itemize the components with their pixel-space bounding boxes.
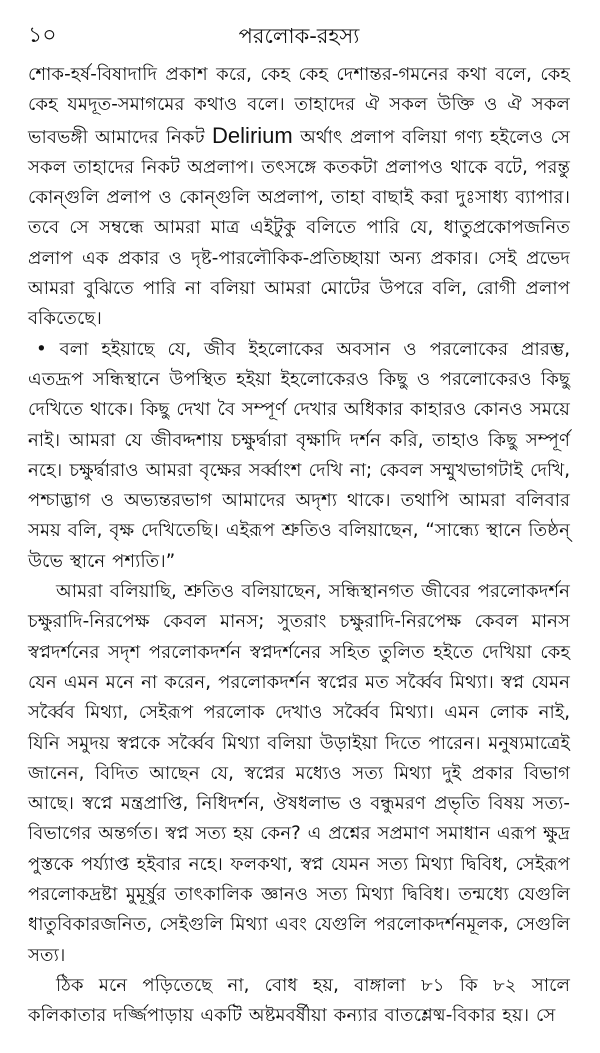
latin-term: Delirium [212, 122, 293, 148]
paragraph-text: শোক-হর্ষ-বিষাদাদি প্রকাশ করে, কেহ কেহ দেশান্তর-গমনের কথা বলে, কেহ কেহ যমদূত-সমাগমের কথাও বলে। তাহাদের ঐ সকল উক্তি ও ঐ সকল ভাবভঙ্গী আমাদের নিকট [28, 64, 570, 148]
page-number: ১০ [28, 23, 57, 48]
body-text [28, 60, 570, 1032]
running-title: পরলোক-রহস্য [238, 24, 360, 48]
running-head [28, 12, 570, 56]
paragraph: ঠিক মনে পড়িতেছে না, বোধ হয়, বাঙ্গালা ৮১ কি ৮২ সালে কলিকাতার দর্জ্জিপাড়ায় একটি অষ্টমবর্ষীয়া কন্যার বাতশ্লেষ্ম-বিকার হয়। সে [28, 974, 570, 1027]
paragraph-text: অর্থাৎ প্রলাপ বলিয়া গণ্য হইলেও সে সকল তাহাদের নিকট অপ্রলাপ। তৎসঙ্গে কতকটা প্রলাপও থাকে বটে, পরন্তু কোন্‌গুলি প্রলাপ ও কোন্‌গুলি অপ্রলাপ, তাহা বাছাই করা দুঃসাধ্য ব্যাপার। তবে সে সম্বন্ধে আমরা মাত্র এইটুকু বলিতে পারি যে, ধাতুপ্রকোপজনিত প্রলাপ এক প্রকার ও দৃষ্ট-পারলৌকিক-প্রতিচ্ছায়া অন্য প্রকার। সেই প্রভেদ আমরা বুঝিতে পারি না বলিয়া আমরা মোটের উপরে বলি, রোগী প্রলাপ বকিতেছে। [28, 126, 570, 330]
paragraph [28, 60, 570, 335]
paragraph: আমরা বলিয়াছি, শ্রুতিও বলিয়াছেন, সন্ধিস্থানগত জীবের পরলোকদর্শন চক্ষুরাদি-নিরপেক্ষ কেবল মানস; সুতরাং চক্ষুরাদি-নিরপেক্ষ কেবল মানস স্বপ্নদর্শনের সদৃশ পরলোকদর্শন স্বপ্নদর্শনের সহিত তুলিত হইতে দেখিয়া কেহ যেন এমন মনে না করেন, পরলোকদর্শন স্বপ্নের মত সর্ব্বৈব মিথ্যা। স্বপ্ন যেমন সর্ব্বৈব মিথ্যা, সেইরূপ পরলোক দেখাও সর্ব্বৈব মিথ্যা। এমন লোক নাই, যিনি সমুদয় স্বপ্নকে সর্ব্বৈব মিথ্যা বলিয়া উড়াইয়া দিতে পারেন। মনুষ্যমাত্রেই জানেন, বিদিত আছেন যে, স্বপ্নের মধ্যেও সত্য মিথ্যা দুই প্রকার বিভাগ আছে। স্বপ্নে মন্ত্রপ্রাপ্তি, নিধিদর্শন, ঔষধলাভ ও বন্ধুমরণ প্রভৃতি বিষয় সত্য-বিভাগের অন্তর্গত। স্বপ্ন সত্য হয় কেন? এ প্রশ্নের সপ্রমাণ সমাধান এরূপ ক্ষুদ্র পুস্তকে পর্য্যাপ্ত হইবার নহে। ফলকথা, স্বপ্ন যেমন সত্য মিথ্যা দ্বিবিধ, সেইরূপ পরলোকদ্রষ্টা মুমূর্ষুর তাৎকালিক জ্ঞানও সত্য মিথ্যা দ্বিবিধ। তন্মধ্যে যেগুলি ধাতুবিকারজনিত, সেইগুলি মিথ্যা এবং যেগুলি পরলোকদর্শনমূলক, সেগুলি সত্য। [28, 581, 570, 966]
paragraph: • বলা হইয়াছে যে, জীব ইহলোকের অবসান ও পরলোকের প্রারম্ভ, এতদ্রূপ সন্ধিস্থানে উপস্থিত হইয়া ইহলোকেরও কিছু ও পরলোকেরও কিছু দেখিতে থাকে। কিছু দেখা বৈ সম্পূর্ণ দেখার অধিকার কাহারও কোনও সময়ে নাই। আমরা যে জীবদ্দশায় চক্ষুর্দ্বারা বৃক্ষাদি দর্শন করি, তাহাও কিছু সম্পূর্ণ নহে। চক্ষুর্দ্বারাও আমরা বৃক্ষের সর্ব্বাংশ দেখি না; কেবল সম্মুখভাগটাই দেখি, পশ্চাদ্ভাগ ও অভ্যন্তরভাগ আমাদের অদৃশ্য থাকে। তথাপি আমরা বলিবার সময় বলি, বৃক্ষ দেখিতেছি। এইরূপ শ্রুতিও বলিয়াছেন, “সান্ধ্যে স্থানে তিষ্ঠন্ উভে স্থানে পশ্যতি।” [28, 338, 570, 572]
